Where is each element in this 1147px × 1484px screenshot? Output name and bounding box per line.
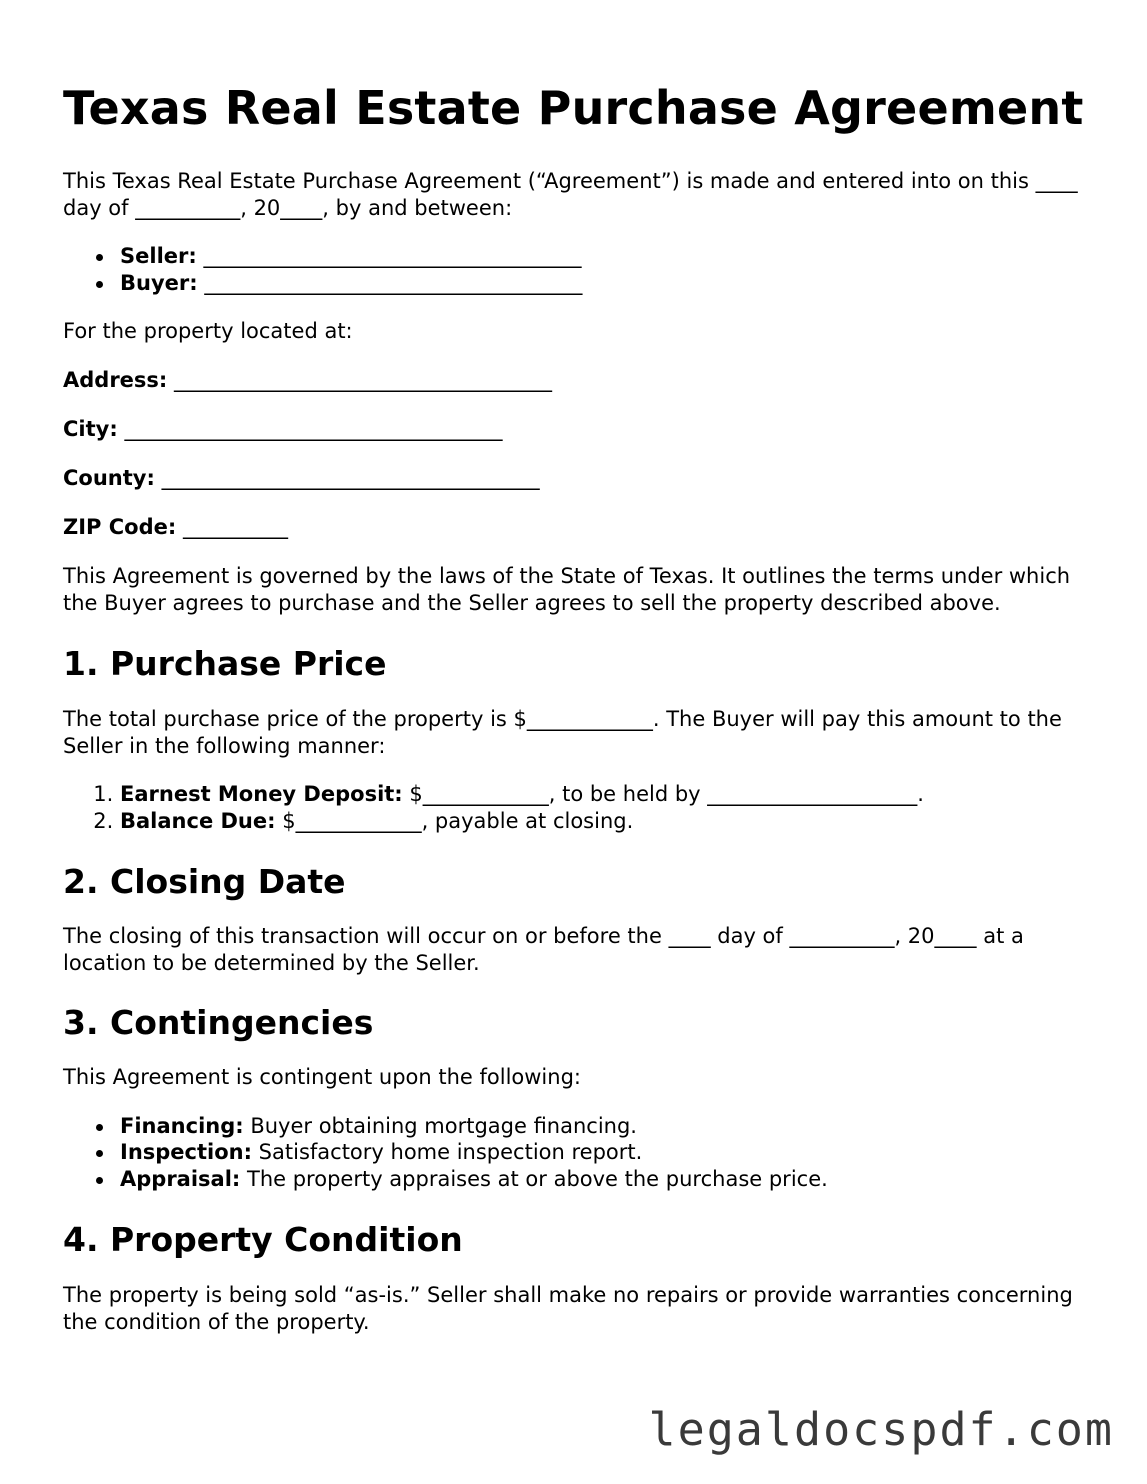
county-blank: ____________________________________ (161, 466, 540, 490)
inspection-text: Satisfactory home inspection report. (252, 1140, 643, 1164)
financing-text: Buyer obtaining mortgage financing. (243, 1113, 637, 1138)
payment-item-earnest (120, 781, 1103, 808)
party-seller-blank: ____________________________________ (203, 244, 582, 268)
section-heading-property-condition: 4. Property Condition (63, 1220, 463, 1259)
contingency-financing (120, 1113, 1103, 1140)
zip-label: ZIP Code: (63, 515, 177, 539)
address-blank: ____________________________________ (174, 368, 553, 392)
financing-label: Financing: (120, 1113, 244, 1138)
earnest-label: Earnest Money Deposit: (120, 782, 403, 806)
party-buyer-label: Buyer: (120, 270, 198, 295)
property-intro: For the property located at: (63, 319, 353, 343)
purchase-price-paragraph: The total purchase price of the property is $____________. The Buyer will pay this amount to the Seller in the following manner: (63, 707, 1062, 758)
governing-paragraph: This Agreement is governed by the laws of the State of Texas. It outlines the terms under which the Buyer agrees to purchase and the Seller agrees to sell the property described above. (63, 564, 1071, 615)
county-line (63, 465, 1103, 492)
document-page (63, 78, 1103, 1335)
zip-line (63, 514, 1103, 541)
party-seller-label: Seller: (120, 244, 197, 268)
address-line (63, 367, 1103, 394)
payment-list (63, 781, 1103, 834)
appraisal-label: Appraisal: (120, 1166, 241, 1191)
document-title: Texas Real Estate Purchase Agreement (63, 81, 1084, 135)
party-buyer (120, 270, 1103, 297)
property-condition-paragraph: The property is being sold “as-is.” Seller shall make no repairs or provide warranties concerning the condition of the property. (63, 1283, 1073, 1334)
section-heading-closing-date: 2. Closing Date (63, 862, 346, 901)
party-seller (120, 243, 1103, 270)
city-line (63, 416, 1103, 443)
earnest-text: $____________, to be held by ____________________. (402, 782, 924, 806)
closing-date-paragraph: The closing of this transaction will occur on or before the ____ day of __________, 20____ at a location to be determined by the Seller. (63, 924, 1024, 975)
appraisal-text: The property appraises at or above the purchase price. (240, 1166, 828, 1191)
city-label: City: (63, 417, 118, 441)
county-label: County: (63, 466, 155, 490)
section-heading-purchase-price: 1. Purchase Price (63, 644, 387, 683)
payment-item-balance (120, 808, 1103, 835)
contingencies-paragraph: This Agreement is contingent upon the following: (63, 1065, 581, 1089)
zip-blank: __________ (182, 515, 288, 539)
parties-list (63, 243, 1103, 296)
city-blank: ____________________________________ (124, 417, 503, 441)
balance-text: $____________, payable at closing. (275, 808, 634, 833)
contingency-inspection (120, 1139, 1103, 1166)
balance-label: Balance Due: (120, 808, 276, 833)
party-buyer-blank: ____________________________________ (204, 270, 583, 295)
address-label: Address: (63, 368, 168, 392)
contingencies-list (63, 1113, 1103, 1193)
watermark-text: legaldocspdf.com (648, 1403, 1114, 1456)
section-heading-contingencies: 3. Contingencies (63, 1003, 374, 1042)
contingency-appraisal (120, 1166, 1103, 1193)
intro-paragraph: This Texas Real Estate Purchase Agreement (“Agreement”) is made and entered into on this ____ day of __________, 20____, by and between: (63, 169, 1078, 220)
inspection-label: Inspection: (120, 1140, 252, 1164)
